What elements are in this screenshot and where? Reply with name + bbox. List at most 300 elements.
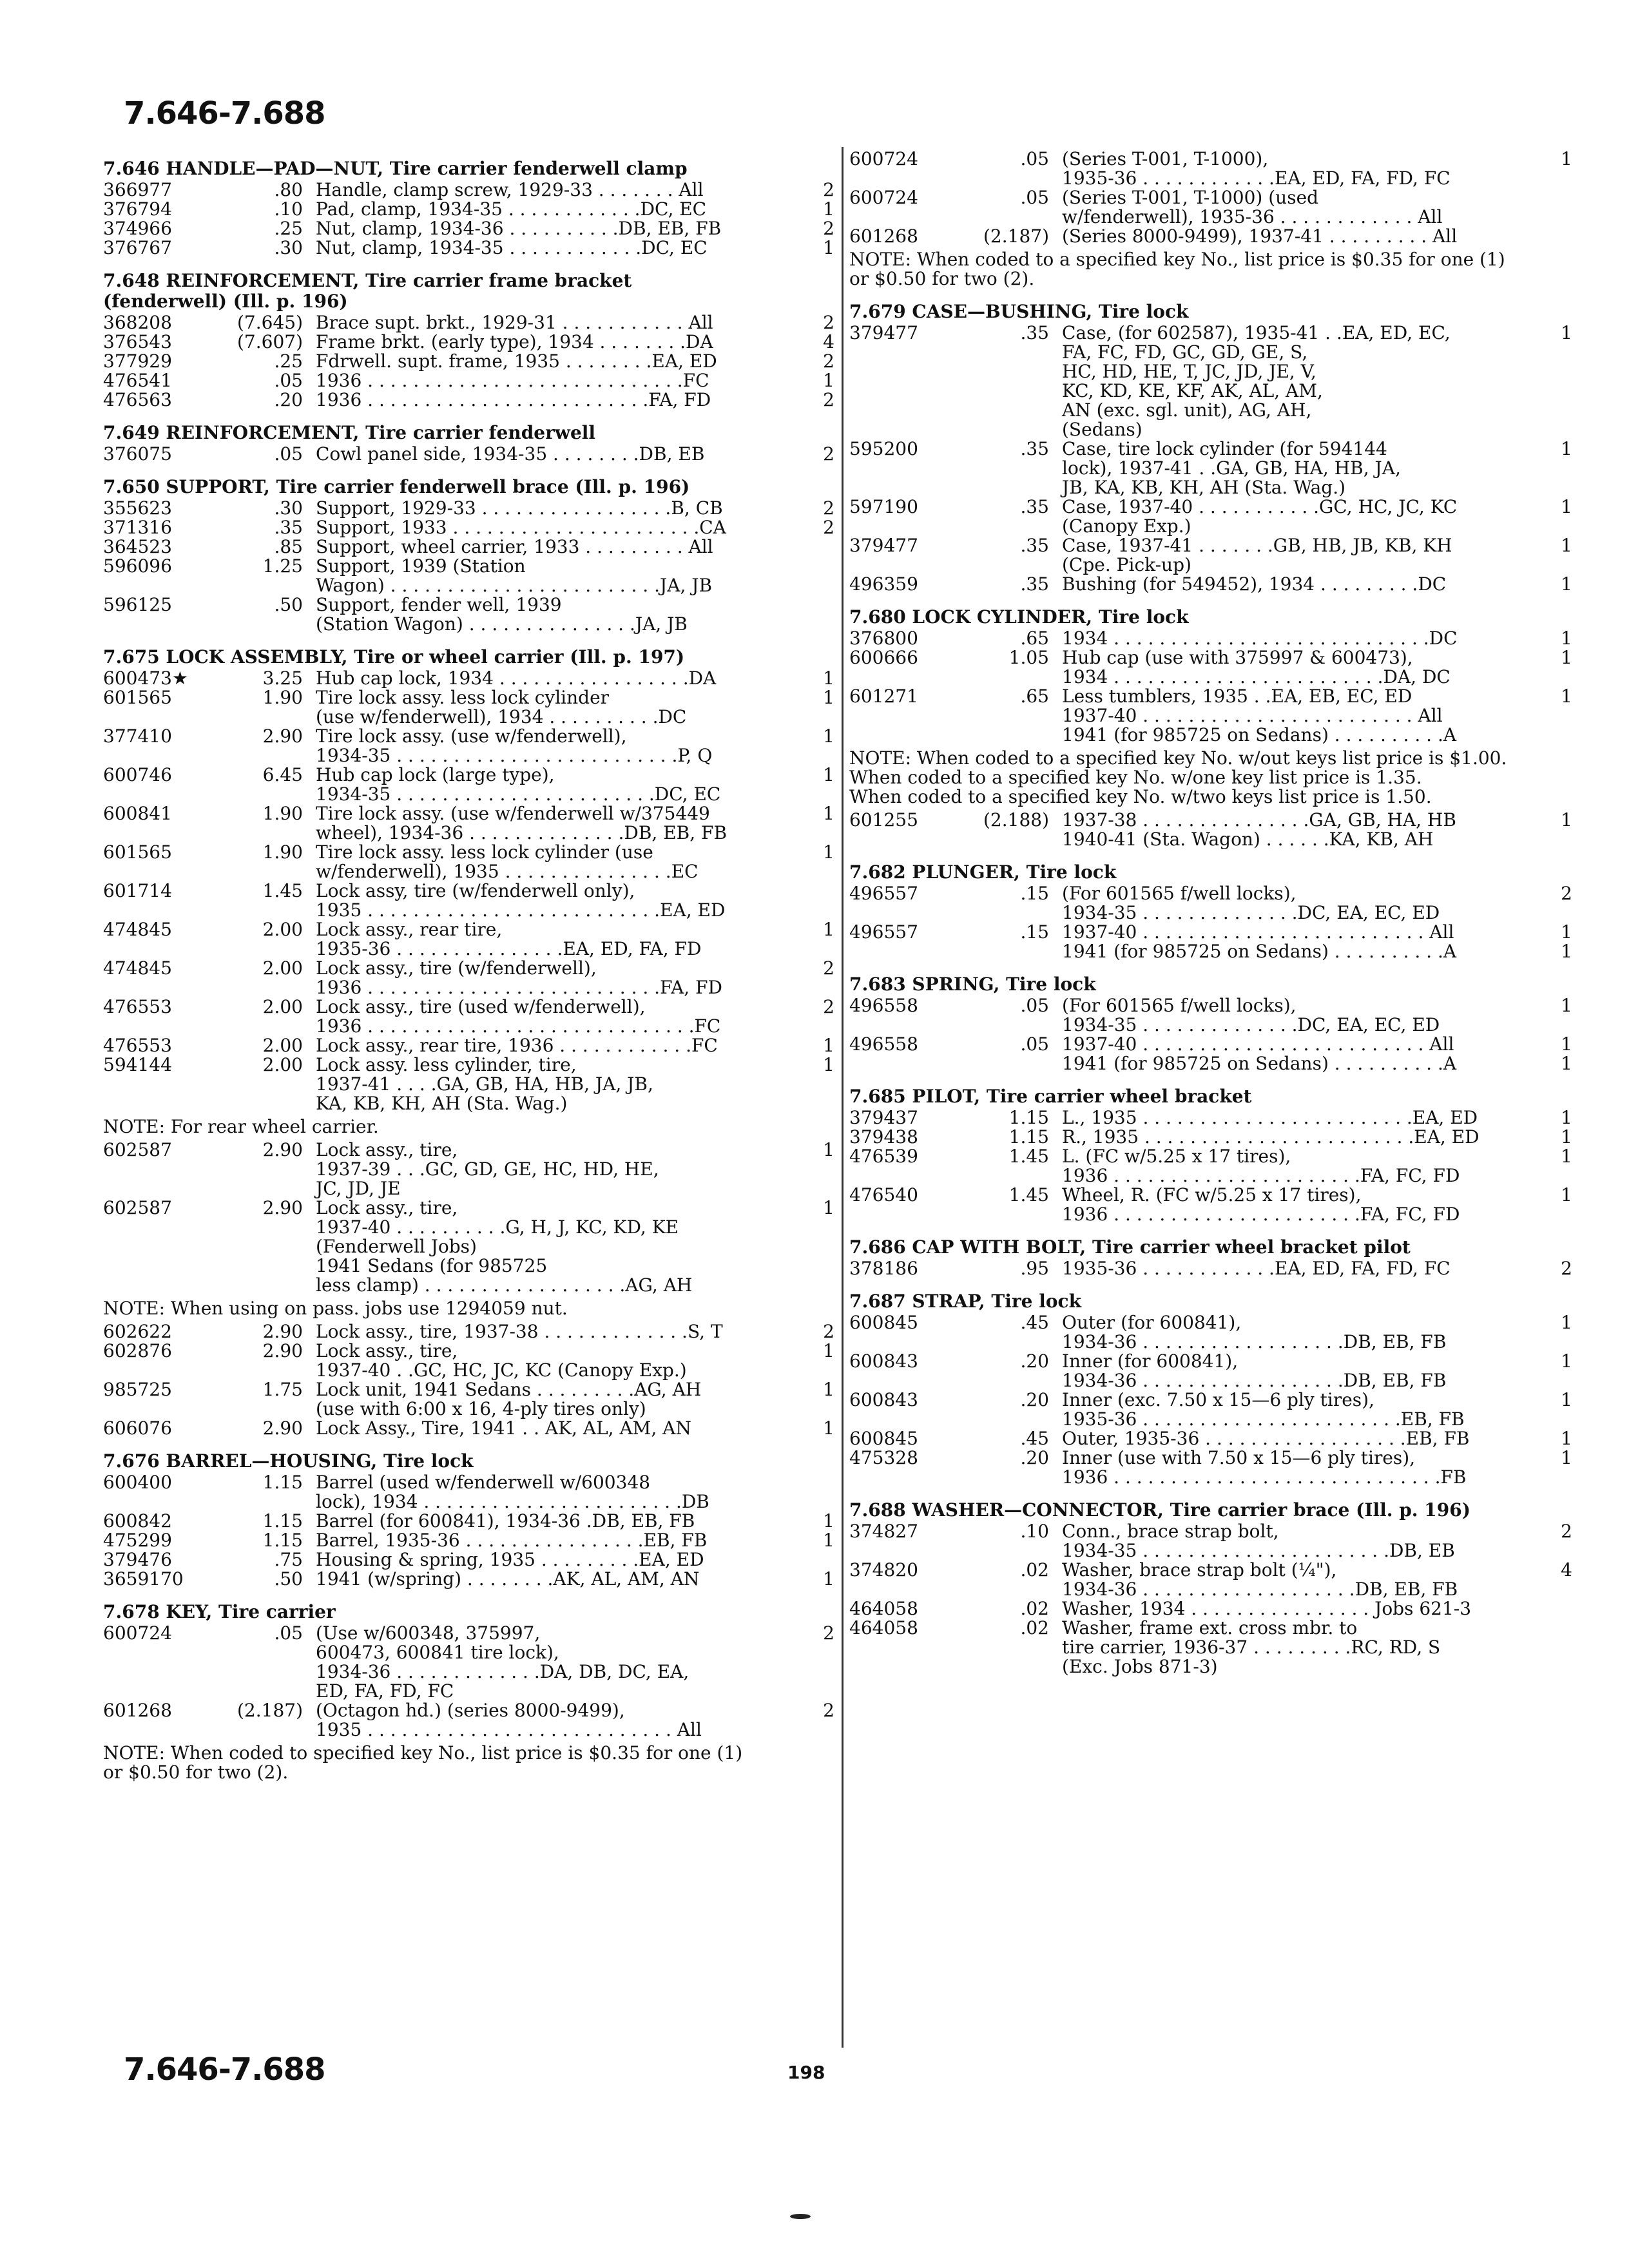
quantity: 1 xyxy=(823,1379,834,1400)
part-number: 601255 xyxy=(849,809,918,831)
quantity: 2 xyxy=(823,312,834,333)
group-heading: 7.686 CAP WITH BOLT, Tire carrier wheel bracket pilot xyxy=(849,1236,1411,1258)
quantity: 1 xyxy=(823,1054,834,1075)
part-row xyxy=(849,1128,1572,1147)
list-price: .50 xyxy=(274,1568,303,1590)
part-number: 597190 xyxy=(849,496,918,517)
quantity: 1 xyxy=(1561,1350,1572,1372)
part-number: 496558 xyxy=(849,1033,918,1055)
note-text: NOTE: When coded to a specified key No., list price is $0.35 for one (1) or $0.50 for two (2). xyxy=(849,249,1505,289)
list-price: .05 xyxy=(1020,187,1049,208)
part-number: 496557 xyxy=(849,883,918,904)
quantity: 1 xyxy=(1561,322,1572,343)
quantity: 1 xyxy=(823,726,834,747)
part-row xyxy=(849,687,1572,745)
part-number: 475328 xyxy=(849,1447,918,1468)
quantity: 1 xyxy=(823,237,834,258)
list-price: 1.15 xyxy=(262,1472,303,1493)
part-row xyxy=(103,518,834,537)
part-number: 596096 xyxy=(103,555,172,577)
list-price: .05 xyxy=(274,1622,303,1644)
part-row xyxy=(103,1380,834,1419)
group-section xyxy=(103,271,834,410)
list-price: .30 xyxy=(274,497,303,519)
part-row xyxy=(849,996,1572,1035)
quantity xyxy=(796,537,834,557)
group-section xyxy=(849,607,1572,849)
list-price: .85 xyxy=(274,536,303,557)
list-price: .05 xyxy=(1020,995,1049,1016)
part-number: 602622 xyxy=(103,1321,172,1342)
part-number: 600724 xyxy=(849,187,918,208)
part-description: Less tumblers, 1935 . .EA, EB, EC, ED 1937-40 . . . . . . . . . . . . . . . . . . . . . . . . All 1941 (for 985725 on Sedans) . . . . . . . . . .A xyxy=(1062,686,1457,745)
part-row xyxy=(103,390,834,410)
part-description: (For 601565 f/well locks), 1934-35 . . . . . . . . . . . . . .DC, EA, EC, ED xyxy=(1062,995,1440,1035)
part-row xyxy=(849,1352,1572,1390)
part-row xyxy=(849,497,1572,536)
list-price: .35 xyxy=(1020,573,1049,595)
part-description: Nut, clamp, 1934-35 . . . . . . . . . . . .DC, EC xyxy=(316,237,708,258)
group-section xyxy=(103,159,834,258)
list-price: .65 xyxy=(1020,628,1049,649)
part-number: 600666 xyxy=(849,647,918,668)
part-description: Lock assy., tire, 1937-39 . . .GC, GD, GE, HC, HD, HE, JC, JD, JE xyxy=(316,1139,659,1199)
quantity: 1 xyxy=(1561,921,1572,943)
part-number: 600400 xyxy=(103,1472,172,1493)
part-description: Lock assy., tire (used w/fenderwell), 1936 . . . . . . . . . . . . . . . . . . . . . . . . . . . . .FC xyxy=(316,996,721,1037)
part-description: Washer, frame ext. cross mbr. to tire carrier, 1936-37 . . . . . . . . .RC, RD, S (Exc. Jobs 871-3) xyxy=(1062,1617,1441,1677)
part-description: 1937-40 . . . . . . . . . . . . . . . . . . . . . . . . . All xyxy=(1062,1033,1454,1055)
part-description: Hub cap (use with 375997 & 600473), 1934 . . . . . . . . . . . . . . . . . . . . . . . .DA, DC xyxy=(1062,647,1451,687)
part-row xyxy=(103,959,834,997)
part-description: Case, 1937-40 . . . . . . . . . . .GC, HC, JC, KC (Canopy Exp.) xyxy=(1062,496,1458,537)
part-number: 474845 xyxy=(103,919,172,940)
part-number: 595200 xyxy=(849,438,918,459)
part-description: Barrel (used w/fenderwell w/600348 lock), 1934 . . . . . . . . . . . . . . . . . . . . . . .DB xyxy=(316,1472,709,1512)
list-price: 1.15 xyxy=(262,1530,303,1551)
list-price: (7.607) xyxy=(236,331,303,352)
part-number: 464058 xyxy=(849,1617,918,1639)
part-number: 476540 xyxy=(849,1184,918,1206)
part-description: 1941 (for 985725 on Sedans) . . . . . . . . . .A xyxy=(1062,941,1457,962)
list-price: 6.45 xyxy=(262,764,303,785)
part-number: 602876 xyxy=(103,1340,172,1361)
list-price: 1.15 xyxy=(1008,1107,1049,1128)
part-row xyxy=(849,323,1572,439)
part-description: Lock assy., rear tire, 1935-36 . . . . . . . . . . . . . . .EA, ED, FA, FD xyxy=(316,919,702,959)
list-price: .35 xyxy=(1020,438,1049,459)
part-description: Support, fender well, 1939 (Station Wagon) . . . . . . . . . . . . . . .JA, JB xyxy=(316,594,688,635)
part-row xyxy=(103,1550,834,1570)
part-number: 496558 xyxy=(849,995,918,1016)
quantity: 1 xyxy=(1561,1447,1572,1468)
part-row xyxy=(103,332,834,352)
quantity: 2 xyxy=(823,517,834,538)
quantity: 1 xyxy=(823,1510,834,1532)
part-description: R., 1935 . . . . . . . . . . . . . . . . . . . . . . . .EA, ED xyxy=(1062,1126,1480,1148)
part-description: Brace supt. brkt., 1929-31 . . . . . . . . . . . All xyxy=(316,312,713,333)
part-description: 1934 . . . . . . . . . . . . . . . . . . . . . . . . . . . .DC xyxy=(1062,628,1458,649)
list-price: .80 xyxy=(274,179,303,200)
quantity: 1 xyxy=(823,764,834,785)
part-number: 601271 xyxy=(849,686,918,707)
part-row xyxy=(103,445,834,464)
part-number: 596125 xyxy=(103,594,172,615)
part-description: 1937-38 . . . . . . . . . . . . . . .GA, GB, HA, HB 1940-41 (Sta. Wagon) . . . . . .KA, KB, AH xyxy=(1062,809,1456,850)
part-number: 600845 xyxy=(849,1312,918,1333)
quantity: 2 xyxy=(1561,1521,1572,1542)
list-price: .15 xyxy=(1020,921,1049,943)
group-heading: 7.678 KEY, Tire carrier xyxy=(103,1601,336,1622)
group-heading: 7.685 PILOT, Tire carrier wheel bracket xyxy=(849,1086,1252,1107)
list-price: 3.25 xyxy=(262,668,303,689)
quantity: 1 xyxy=(1561,995,1572,1016)
part-description: Barrel, 1935-36 . . . . . . . . . . . . . . . .EB, FB xyxy=(316,1530,708,1551)
part-description: Frame brkt. (early type), 1934 . . . . . . . .DA xyxy=(316,331,713,352)
quantity: 1 xyxy=(823,1530,834,1551)
group-section xyxy=(849,1291,1572,1487)
part-number: 600842 xyxy=(103,1510,172,1532)
group-section xyxy=(849,1086,1572,1224)
part-row xyxy=(849,1599,1572,1619)
list-price: (2.188) xyxy=(983,809,1049,831)
part-row xyxy=(849,629,1572,648)
quantity: 1 xyxy=(1561,1033,1572,1055)
part-row xyxy=(849,536,1572,575)
part-description: Support, wheel carrier, 1933 . . . . . . . . . All xyxy=(316,536,713,557)
quantity xyxy=(796,1550,834,1570)
part-number: 376767 xyxy=(103,237,172,258)
part-row xyxy=(849,149,1572,188)
part-description: Inner (for 600841), 1934-36 . . . . . . . . . . . . . . . . . .DB, EB, FB xyxy=(1062,1350,1447,1391)
part-description: Washer, brace strap bolt (¼"), 1934-36 . . . . . . . . . . . . . . . . . . .DB, EB, FB xyxy=(1062,1559,1458,1600)
list-price: 2.90 xyxy=(262,1139,303,1160)
quantity: 1 xyxy=(823,370,834,391)
quantity: 2 xyxy=(823,957,834,979)
quantity: 2 xyxy=(823,1622,834,1644)
right-column xyxy=(849,149,1572,1689)
quantity: 1 xyxy=(1561,148,1572,169)
list-price: 1.90 xyxy=(262,841,303,863)
part-description: Support, 1929-33 . . . . . . . . . . . . . . . . .B, CB xyxy=(316,497,723,519)
quantity: 1 xyxy=(1561,647,1572,668)
group-section xyxy=(849,302,1572,594)
part-row xyxy=(849,648,1572,687)
list-price: 1.45 xyxy=(1008,1184,1049,1206)
quantity: 2 xyxy=(823,996,834,1017)
part-row xyxy=(103,313,834,332)
part-row xyxy=(849,227,1572,246)
quantity xyxy=(796,557,834,595)
part-row xyxy=(849,1429,1572,1448)
part-number: 371316 xyxy=(103,517,172,538)
group-heading: 7.650 SUPPORT, Tire carrier fenderwell brace (Ill. p. 196) xyxy=(103,476,690,497)
part-description: Inner (use with 7.50 x 15—6 ply tires), 1936 . . . . . . . . . . . . . . . . . . . . . . . . . . . . .FB xyxy=(1062,1447,1467,1488)
part-number: 601565 xyxy=(103,841,172,863)
quantity: 1 xyxy=(1561,496,1572,517)
part-number: 368208 xyxy=(103,312,172,333)
part-description: Housing & spring, 1935 . . . . . . . . .EA, ED xyxy=(316,1549,704,1570)
part-number: 600724 xyxy=(103,1622,172,1644)
part-description: (For 601565 f/well locks), 1934-35 . . . . . . . . . . . . . .DC, EA, EC, ED xyxy=(1062,883,1440,923)
quantity: 1 xyxy=(1561,628,1572,649)
part-description: (Series T-001, T-1000), 1935-36 . . . . . . . . . . . .EA, ED, FA, FD, FC xyxy=(1062,148,1451,189)
part-row xyxy=(103,352,834,371)
quantity: 1 xyxy=(1561,1146,1572,1167)
quantity xyxy=(1534,188,1572,227)
part-number: 600843 xyxy=(849,1350,918,1372)
part-description: (Series 8000-9499), 1937-41 . . . . . . . . . All xyxy=(1062,226,1458,247)
list-price: 1.45 xyxy=(262,880,303,901)
list-price: 1.75 xyxy=(262,1379,303,1400)
part-row xyxy=(103,1036,834,1055)
group-heading: 7.682 PLUNGER, Tire lock xyxy=(849,861,1117,883)
list-price: .35 xyxy=(274,517,303,538)
part-row xyxy=(849,1147,1572,1186)
part-description: Lock assy, tire (w/fenderwell only), 1935 . . . . . . . . . . . . . . . . . . . . . . . . . .EA, ED xyxy=(316,880,726,921)
part-number: 476541 xyxy=(103,370,172,391)
list-price: 2.90 xyxy=(262,1321,303,1342)
quantity: 2 xyxy=(823,218,834,239)
part-number: 464058 xyxy=(849,1598,918,1619)
part-number: 379437 xyxy=(849,1107,918,1128)
list-price: 1.05 xyxy=(1008,647,1049,668)
group-heading: 7.646 HANDLE—PAD—NUT, Tire carrier fenderwell clamp xyxy=(103,158,688,179)
part-row xyxy=(103,843,834,881)
group-heading: 7.680 LOCK CYLINDER, Tire lock xyxy=(849,606,1189,628)
list-price: .20 xyxy=(1020,1350,1049,1372)
part-number: 602587 xyxy=(103,1139,172,1160)
group-section xyxy=(849,1237,1572,1278)
quantity xyxy=(796,1473,834,1512)
part-number xyxy=(849,1054,978,1073)
part-description: Pad, clamp, 1934-35 . . . . . . . . . . . .DC, EC xyxy=(316,198,707,220)
quantity: 2 xyxy=(823,1700,834,1721)
quantity: 1 xyxy=(1561,809,1572,831)
group-section xyxy=(103,423,834,464)
part-row xyxy=(103,537,834,557)
part-row xyxy=(103,180,834,200)
quantity: 1 xyxy=(1561,573,1572,595)
list-price: .05 xyxy=(1020,1033,1049,1055)
quantity xyxy=(1534,1599,1572,1619)
quantity: 2 xyxy=(823,443,834,465)
part-number: 374966 xyxy=(103,218,172,239)
quantity xyxy=(796,595,834,634)
part-description: Tire lock assy. (use w/fenderwell), 1934-35 . . . . . . . . . . . . . . . . . . . . . . . . .P, Q xyxy=(316,726,713,766)
part-row xyxy=(849,1390,1572,1429)
part-number: 496359 xyxy=(849,573,918,595)
list-price: (2.187) xyxy=(236,1700,303,1721)
part-number: 602587 xyxy=(103,1197,172,1218)
part-number: 606076 xyxy=(103,1418,172,1439)
part-row xyxy=(849,1448,1572,1487)
part-row xyxy=(103,688,834,727)
part-number: 600724 xyxy=(849,148,918,169)
group-heading: 7.687 STRAP, Tire lock xyxy=(849,1291,1081,1312)
quantity: 1 xyxy=(1561,1184,1572,1206)
group-section xyxy=(103,1451,834,1589)
part-description: L. (FC w/5.25 x 17 tires), 1936 . . . . . . . . . . . . . . . . . . . . . .FA, FC, FD xyxy=(1062,1146,1460,1186)
part-description: Lock assy., rear tire, 1936 . . . . . . . . . . . .FC xyxy=(316,1035,718,1056)
part-description: Outer, 1935-36 . . . . . . . . . . . . . . . . . .EB, FB xyxy=(1062,1428,1470,1449)
part-description: Nut, clamp, 1934-36 . . . . . . . . . .DB, EB, FB xyxy=(316,218,722,239)
part-row xyxy=(849,1522,1572,1561)
page-number: 198 xyxy=(787,2062,825,2083)
list-price: 2.00 xyxy=(262,919,303,940)
list-price: 1.15 xyxy=(262,1510,303,1532)
part-row xyxy=(103,669,834,688)
list-price: .02 xyxy=(1020,1598,1049,1619)
group-heading: 7.683 SPRING, Tire lock xyxy=(849,974,1096,995)
part-number: 355623 xyxy=(103,497,172,519)
part-row xyxy=(849,811,1572,849)
list-price xyxy=(978,942,1062,961)
quantity: 1 xyxy=(1561,1312,1572,1333)
part-description: Lock assy., tire, 1937-40 . . . . . . . . . .G, H, J, KC, KD, KE (Fenderwell Jobs) 1941 Sedans (for 985725 less clamp) . . . . . . . . . . . . . . . . . .AG, AH xyxy=(316,1197,693,1296)
quantity: 1 xyxy=(823,668,834,689)
part-description: Conn., brace strap bolt, 1934-35 . . . . . . . . . . . . . . . . . . . . . .DB, EB xyxy=(1062,1521,1455,1561)
part-row xyxy=(849,1561,1572,1599)
part-number: 475299 xyxy=(103,1530,172,1551)
quantity: 2 xyxy=(823,1321,834,1342)
part-row xyxy=(849,1619,1572,1677)
group-heading: 7.648 REINFORCEMENT, Tire carrier frame bracket (fenderwell) (Ill. p. 196) xyxy=(103,270,632,312)
part-row xyxy=(103,557,834,595)
part-row xyxy=(103,238,834,258)
part-row xyxy=(103,1624,834,1701)
part-row xyxy=(103,1322,834,1341)
part-description: 1941 (w/spring) . . . . . . . .AK, AL, AM, AN xyxy=(316,1568,700,1590)
part-row xyxy=(103,200,834,219)
list-price: 1.45 xyxy=(1008,1146,1049,1167)
part-description: 1936 . . . . . . . . . . . . . . . . . . . . . . . . . . . .FC xyxy=(316,370,709,391)
part-description: Support, 1939 (Station Wagon) . . . . . . . . . . . . . . . . . . . . . . . .JA, JB xyxy=(316,555,713,596)
part-number: 594144 xyxy=(103,1054,172,1075)
part-row xyxy=(103,881,834,920)
group-heading: 7.675 LOCK ASSEMBLY, Tire or wheel carrier (Ill. p. 197) xyxy=(103,646,685,668)
part-description: Support, 1933 . . . . . . . . . . . . . . . . . . . . . .CA xyxy=(316,517,726,538)
list-price: 1.15 xyxy=(1008,1126,1049,1148)
quantity: 1 xyxy=(823,919,834,940)
part-row xyxy=(103,1473,834,1512)
list-price: .20 xyxy=(1020,1447,1049,1468)
quantity xyxy=(796,881,834,920)
part-description: 1936 . . . . . . . . . . . . . . . . . . . . . . . . .FA, FD xyxy=(316,389,711,410)
part-row xyxy=(103,219,834,238)
part-description: (Series T-001, T-1000) (used w/fenderwell), 1935-36 . . . . . . . . . . . . All xyxy=(1062,187,1443,227)
part-row xyxy=(103,920,834,959)
group-section xyxy=(849,974,1572,1073)
part-number: 376800 xyxy=(849,628,918,649)
part-number: 366977 xyxy=(103,179,172,200)
part-row xyxy=(103,804,834,843)
part-number: 376794 xyxy=(103,198,172,220)
list-price: .35 xyxy=(1020,535,1049,556)
part-description: L., 1935 . . . . . . . . . . . . . . . . . . . . . . . .EA, ED xyxy=(1062,1107,1478,1128)
part-description: 1941 (for 985725 on Sedans) . . . . . . . . . .A xyxy=(1062,1053,1457,1074)
part-number: 377410 xyxy=(103,726,172,747)
part-description: Barrel (for 600841), 1934-36 .DB, EB, FB xyxy=(316,1510,695,1532)
quantity: 1 xyxy=(1561,1126,1572,1148)
list-price: 2.90 xyxy=(262,726,303,747)
group-section xyxy=(103,477,834,634)
quantity: 1 xyxy=(1561,1107,1572,1128)
part-row xyxy=(849,942,1572,961)
list-price: .05 xyxy=(274,370,303,391)
list-price xyxy=(978,1054,1062,1073)
part-row xyxy=(849,439,1572,497)
part-row xyxy=(103,1701,834,1740)
part-row xyxy=(103,499,834,518)
part-number: 600841 xyxy=(103,803,172,824)
quantity: 1 xyxy=(823,198,834,220)
group-heading: 7.679 CASE—BUSHING, Tire lock xyxy=(849,301,1189,322)
quantity: 2 xyxy=(823,497,834,519)
part-number: 364523 xyxy=(103,536,172,557)
part-row xyxy=(849,1108,1572,1128)
quantity: 1 xyxy=(823,1035,834,1056)
part-row xyxy=(849,188,1572,227)
part-number: 376075 xyxy=(103,443,172,465)
part-row xyxy=(103,1531,834,1550)
part-description: Case, tire lock cylinder (for 594144 lock), 1937-41 . .GA, GB, HA, HB, JA, JB, KA, KB, KH, AH (Sta. Wag.) xyxy=(1062,438,1401,498)
list-price: .45 xyxy=(1020,1428,1049,1449)
quantity: 1 xyxy=(823,1197,834,1218)
quantity: 1 xyxy=(823,687,834,708)
quantity: 1 xyxy=(823,841,834,863)
part-number: 476553 xyxy=(103,1035,172,1056)
list-price: 1.25 xyxy=(262,555,303,577)
part-row xyxy=(103,1512,834,1531)
quantity: 1 xyxy=(1561,941,1572,962)
note-text: NOTE: When coded to a specified key No. w/out keys list price is $1.00. When coded to a specified key No. w/one key list price is 1.35. When coded to a specified key No. w/two keys list price is 1.50. xyxy=(849,747,1507,807)
part-number: 474845 xyxy=(103,957,172,979)
part-number: 600843 xyxy=(849,1389,918,1410)
quantity: 1 xyxy=(823,1139,834,1160)
part-row xyxy=(103,1570,834,1589)
part-number: 3659170 xyxy=(103,1568,184,1590)
list-price: 1.90 xyxy=(262,687,303,708)
part-description: Case, (for 602587), 1935-41 . .EA, ED, EC, FA, FC, FD, GC, GD, GE, S, HC, HD, HE, T, JC, JD, JE, V, KC, KD, KE, KF, AK, AL, AM, AN (exc. sgl. unit), AG, AH, (Sedans) xyxy=(1062,322,1451,440)
list-price: .05 xyxy=(274,443,303,465)
part-description: Tire lock assy. less lock cylinder (use w/fenderwell), 1935 . . . . . . . . . . . . . . .EC xyxy=(316,841,699,882)
part-number: 985725 xyxy=(103,1379,172,1400)
part-row xyxy=(849,1054,1572,1073)
list-price: .10 xyxy=(1020,1521,1049,1542)
part-description: Lock assy., tire, 1937-40 . .GC, HC, JC, KC (Canopy Exp.) xyxy=(316,1340,687,1381)
part-row xyxy=(103,1341,834,1380)
part-row xyxy=(103,1419,834,1438)
list-price: .75 xyxy=(274,1549,303,1570)
part-description: Tire lock assy. less lock cylinder (use w/fenderwell), 1934 . . . . . . . . . .DC xyxy=(316,687,687,727)
quantity: 1 xyxy=(823,1418,834,1439)
part-description: Case, 1937-41 . . . . . . .GB, HB, JB, KB, KH (Cpe. Pick-up) xyxy=(1062,535,1452,575)
part-number: 379477 xyxy=(849,322,918,343)
part-number: 476563 xyxy=(103,389,172,410)
list-price: .25 xyxy=(274,218,303,239)
quantity: 2 xyxy=(1561,1258,1572,1279)
list-price: (7.645) xyxy=(236,312,303,333)
part-number: 600473★ xyxy=(103,668,188,689)
part-description: Fdrwell. supt. frame, 1935 . . . . . . . .EA, ED xyxy=(316,351,717,372)
part-number: 496557 xyxy=(849,921,918,943)
part-description: (Octagon hd.) (series 8000-9499), 1935 . . . . . . . . . . . . . . . . . . . . . . . . . . . All xyxy=(316,1700,702,1740)
page-range-top: 7.646-7.688 xyxy=(124,95,325,131)
group-section xyxy=(103,1602,834,1782)
quantity: 1 xyxy=(1561,1389,1572,1410)
part-description: Tire lock assy. (use w/fenderwell w/375449 wheel), 1934-36 . . . . . . . . . . . . . .DB, EB, FB xyxy=(316,803,728,843)
